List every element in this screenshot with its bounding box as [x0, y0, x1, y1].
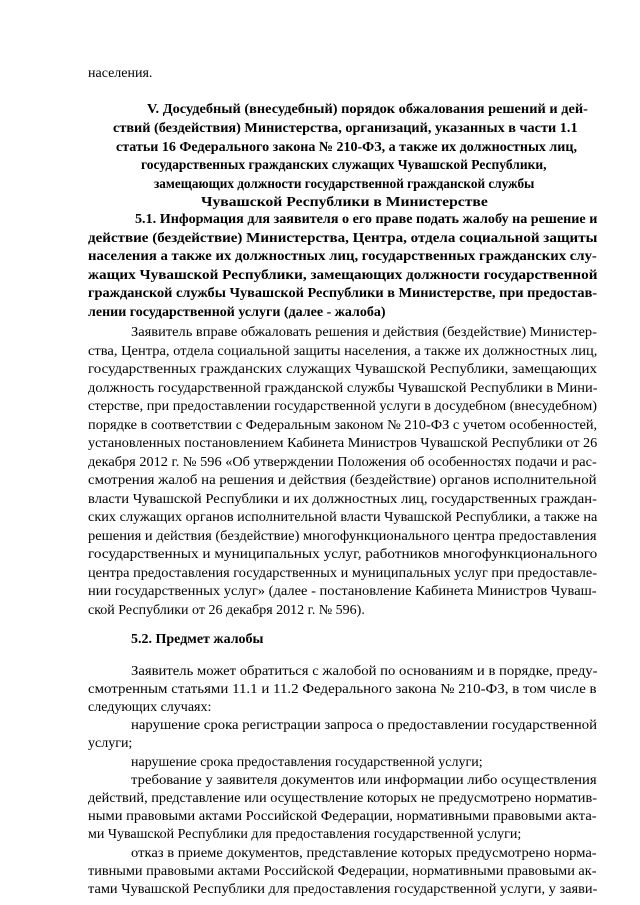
- section-heading-line: замещающих должности государственной гражданской службы: [154, 177, 535, 192]
- subsection-5-1-paragraph-line: ской Республики от 26 декабря 2012 г. № 596).: [88, 603, 365, 618]
- subsection-5-1-heading-line: лении государственной услуги (далее - жалоба): [88, 305, 386, 320]
- subsection-5-2-heading: 5.2. Предмет жалобы: [131, 632, 264, 647]
- subsection-5-2-list-line: действий, представление или осуществление которых не предусмотрено норматив-: [88, 791, 598, 806]
- subsection-5-1-heading-line: гражданской службы Чувашской Республики в Министерстве, при предостав-: [88, 286, 598, 301]
- subsection-5-1-paragraph-line: власти Чувашской Республики и их должностных лиц, государственных граждан-: [88, 492, 597, 507]
- subsection-5-1-paragraph-line: ства, Центра, отдела социальной защиты населения, а также их должностных лиц,: [88, 344, 598, 359]
- subsection-5-1-paragraph-line: установленных постановлением Кабинета Министров Чувашской Республики от 26: [88, 436, 598, 451]
- subsection-5-1-heading-line: жащих Чувашской Республики, замещающих должности государственной: [88, 268, 598, 283]
- section-heading-line: государственных гражданских служащих Чувашской Республики,: [141, 158, 547, 173]
- subsection-5-2-list-line: ми Чувашской Республики для предоставления государственной услуги;: [88, 827, 522, 842]
- subsection-5-1-paragraph-line: ских служащих органов исполнительной власти Чувашской Республики, а также на: [88, 510, 598, 525]
- subsection-5-2-list-line: услуги;: [88, 736, 133, 751]
- subsection-5-1-heading-line: 5.1. Информация для заявителя о его праве подать жалобу на решение и: [135, 212, 598, 227]
- subsection-5-2-paragraph-line: Заявитель может обратиться с жалобой по основаниям и в порядке, преду-: [131, 664, 598, 679]
- subsection-5-1-paragraph-line: Заявитель вправе обжаловать решения и действия (бездействие) Министер-: [131, 325, 597, 340]
- subsection-5-1-paragraph-line: центра предоставления государственных и муниципальных услуг при предоставле-: [88, 566, 597, 581]
- subsection-5-2-list-line: ными правовыми актами Российской Федерации, нормативными правовыми акта-: [88, 809, 597, 824]
- subsection-5-1-paragraph-line: государственных гражданских служащих Чувашской Республики, замещающих: [88, 362, 597, 377]
- subsection-5-2-list-line: тами Чувашской Республики для предоставления государственной услуги, у заяви-: [88, 882, 598, 897]
- subsection-5-2-list-line: нарушение срока предоставления государственной услуги;: [131, 755, 483, 770]
- section-heading-line: V. Досудебный (внесудебный) порядок обжалования решений и дей-: [147, 102, 588, 117]
- subsection-5-1-paragraph-line: должность государственной гражданской службы Чувашской Республики в Мини-: [88, 381, 598, 396]
- subsection-5-2-list-line: требование у заявителя документов или информации либо осуществления: [131, 773, 597, 788]
- subsection-5-1-heading-line: действие (бездействие) Министерства, Центра, отдела социальной защиты: [88, 231, 598, 246]
- subsection-5-2-paragraph-line: следующих случаях:: [88, 700, 212, 715]
- subsection-5-1-paragraph-line: стерстве, при предоставлении государственной услуги в досудебном (внесудебном): [88, 399, 598, 414]
- section-heading-line: статьи 16 Федерального закона № 210-ФЗ, а также их должностных лиц,: [116, 140, 577, 155]
- section-heading-line: ствий (бездействия) Министерства, организаций, указанных в части 1.1: [113, 121, 578, 136]
- section-heading-line: Чувашской Республики в Министерстве: [201, 195, 488, 210]
- subsection-5-1-paragraph-line: нии государственных услуг» (далее - постановление Кабинета Министров Чуваш-: [88, 584, 597, 599]
- intro-line: населения.: [88, 66, 153, 81]
- subsection-5-2-paragraph-line: смотренным статьями 11.1 и 11.2 Федерального закона № 210-ФЗ, в том числе в: [88, 682, 597, 697]
- subsection-5-1-paragraph-line: решения и действия (бездействие) многофункционального центра предоставления: [88, 529, 597, 544]
- subsection-5-2-list-line: отказ в приеме документов, представление которых предусмотрено норма-: [131, 846, 597, 861]
- subsection-5-1-paragraph-line: государственных и муниципальных услуг, работников многофункционального: [88, 547, 598, 562]
- subsection-5-1-paragraph-line: порядке в соответствии с Федеральным законом № 210-ФЗ с учетом особенностей,: [88, 418, 598, 433]
- subsection-5-2-list-line: нарушение срока регистрации запроса о предоставлении государственной: [131, 718, 597, 733]
- subsection-5-2-list-line: тивными правовыми актами Российской Федерации, нормативными правовыми ак-: [88, 864, 597, 879]
- subsection-5-1-paragraph-line: декабря 2012 г. № 596 «Об утверждении Положения об особенностях подачи и рас-: [88, 455, 597, 470]
- subsection-5-1-paragraph-line: смотрения жалоб на решения и действия (бездействие) органов исполнительной: [88, 473, 597, 488]
- subsection-5-1-heading-line: населения а также их должностных лиц, государственных гражданских слу-: [88, 249, 597, 264]
